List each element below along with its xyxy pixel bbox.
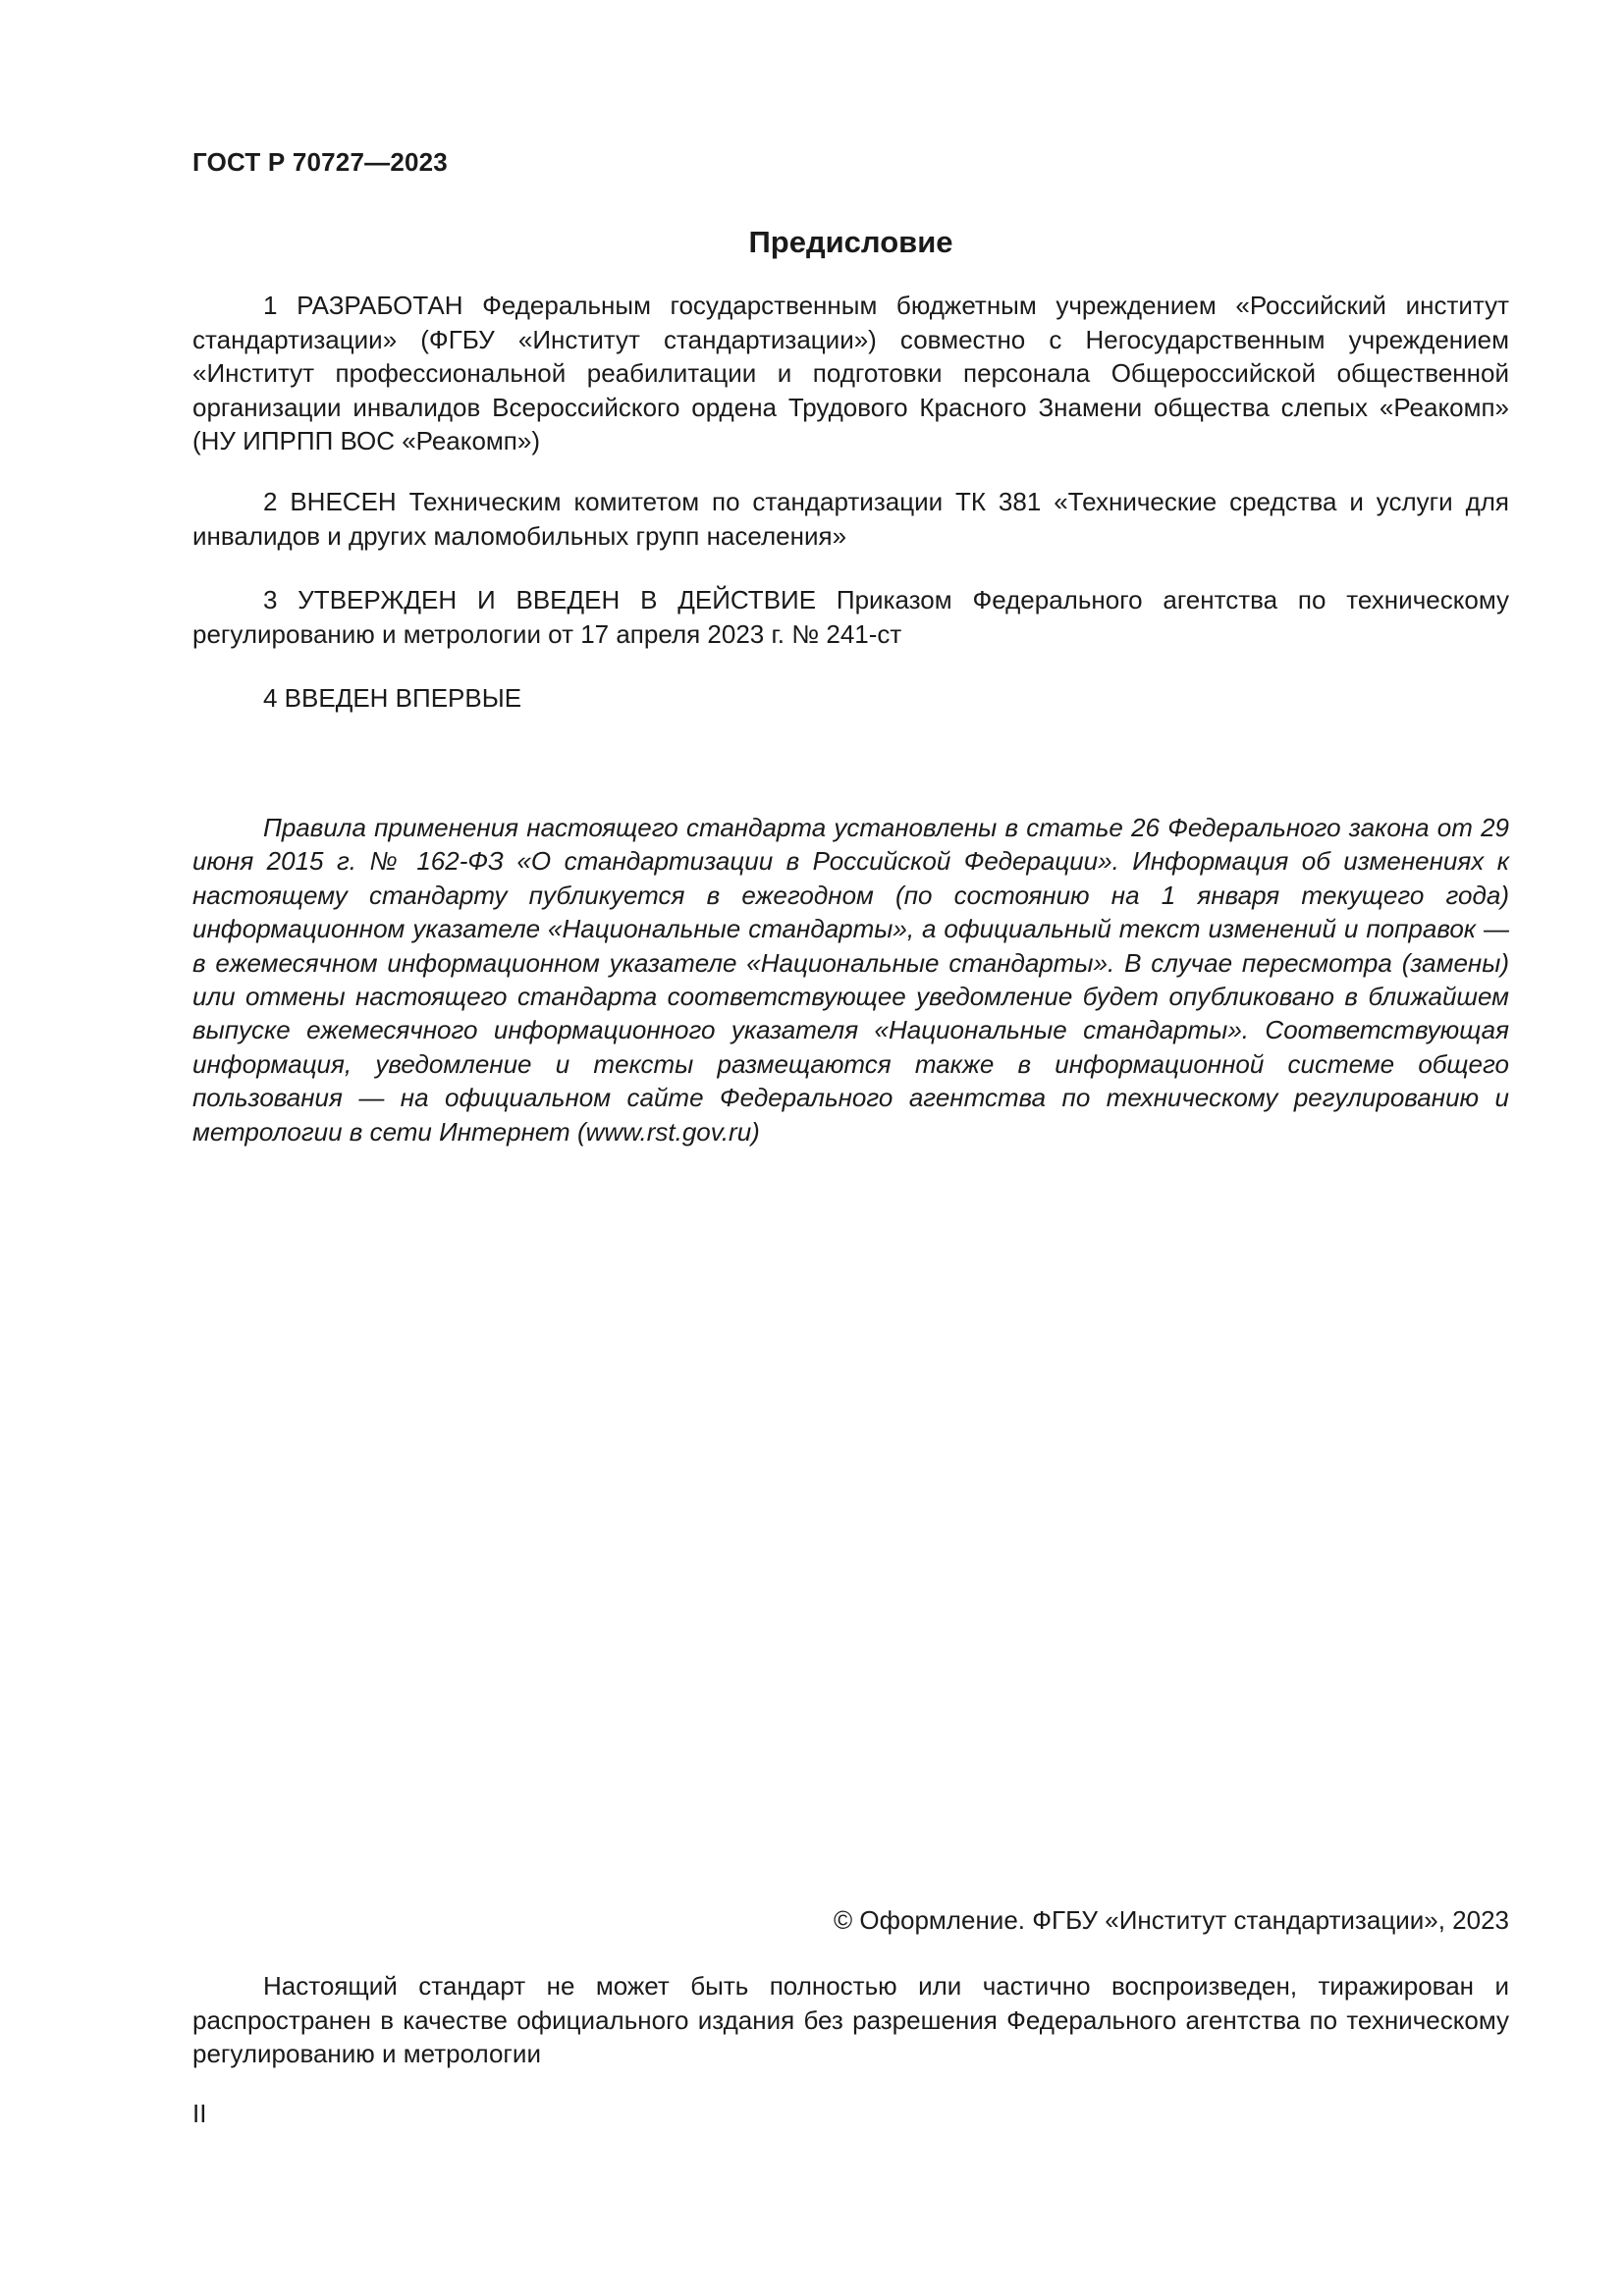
preface-item-2: 2 ВНЕСЕН Техническим комитетом по стандартизации ТК 381 «Технические средства и услуги для инвалидов и других маломобильных групп населения» bbox=[192, 487, 1509, 551]
preface-item-4: 4 ВВЕДЕН ВПЕРВЫЕ bbox=[263, 683, 522, 713]
document-code: ГОСТ Р 70727—2023 bbox=[192, 147, 448, 177]
page-number: II bbox=[192, 2099, 207, 2128]
application-note: Правила применения настоящего стандарта установлены в статье 26 Федерального закона от 29 июня 2015 г. № 162-ФЗ «О стандартизации в Российской Федерации». Информация об изменениях к настоящему стандарту публикуется в ежегодном (по состоянию на 1 января текущего года) информационном указателе «Национальные стандарты», а официальный текст изменений и поправок — в ежемесячном информационном указателе «Национальные стандарты». В случае пересмотра (замены) или отмены настоящего стандарта соответствующее уведомление будет опубликовано в ближайшем выпуске ежемесячного информационного указателя «Национальные стандарты». Соответствующая информация, уведомление и тексты размещаются также в информационной системе общего пользования — на официальном сайте Федерального агентства по техническому регулированию и метрологии в сети Интернет (www.rst.gov.ru) bbox=[192, 813, 1509, 1147]
reproduction-notice: Настоящий стандарт не может быть полностью или частично воспроизведен, тиражирован и распространен в качестве официального издания без разрешения Федерального агентства по техническому регулированию и метрологии bbox=[192, 1971, 1509, 2068]
copyright-notice: © Оформление. ФГБУ «Институт стандартизации», 2023 bbox=[834, 1905, 1509, 1935]
preface-item-1: 1 РАЗРАБОТАН Федеральным государственным бюджетным учреждением «Российский институт стандартизации» (ФГБУ «Институт стандартизации») совместно с Негосударственным учреждением «Институт профессиональной реабилитации и подготовки персонала Общероссийской общественной организации инвалидов Всероссийского ордена Трудового Красного Знамени общества слепых «Реакомп» (НУ ИПРПП ВОС «Реакомп») bbox=[192, 291, 1509, 455]
page-title: Предисловие bbox=[748, 225, 953, 259]
preface-item-3: 3 УТВЕРЖДЕН И ВВЕДЕН В ДЕЙСТВИЕ Приказом Федерального агентства по техническому регулированию и метрологии от 17 апреля 2023 г. № 241-ст bbox=[192, 585, 1509, 649]
